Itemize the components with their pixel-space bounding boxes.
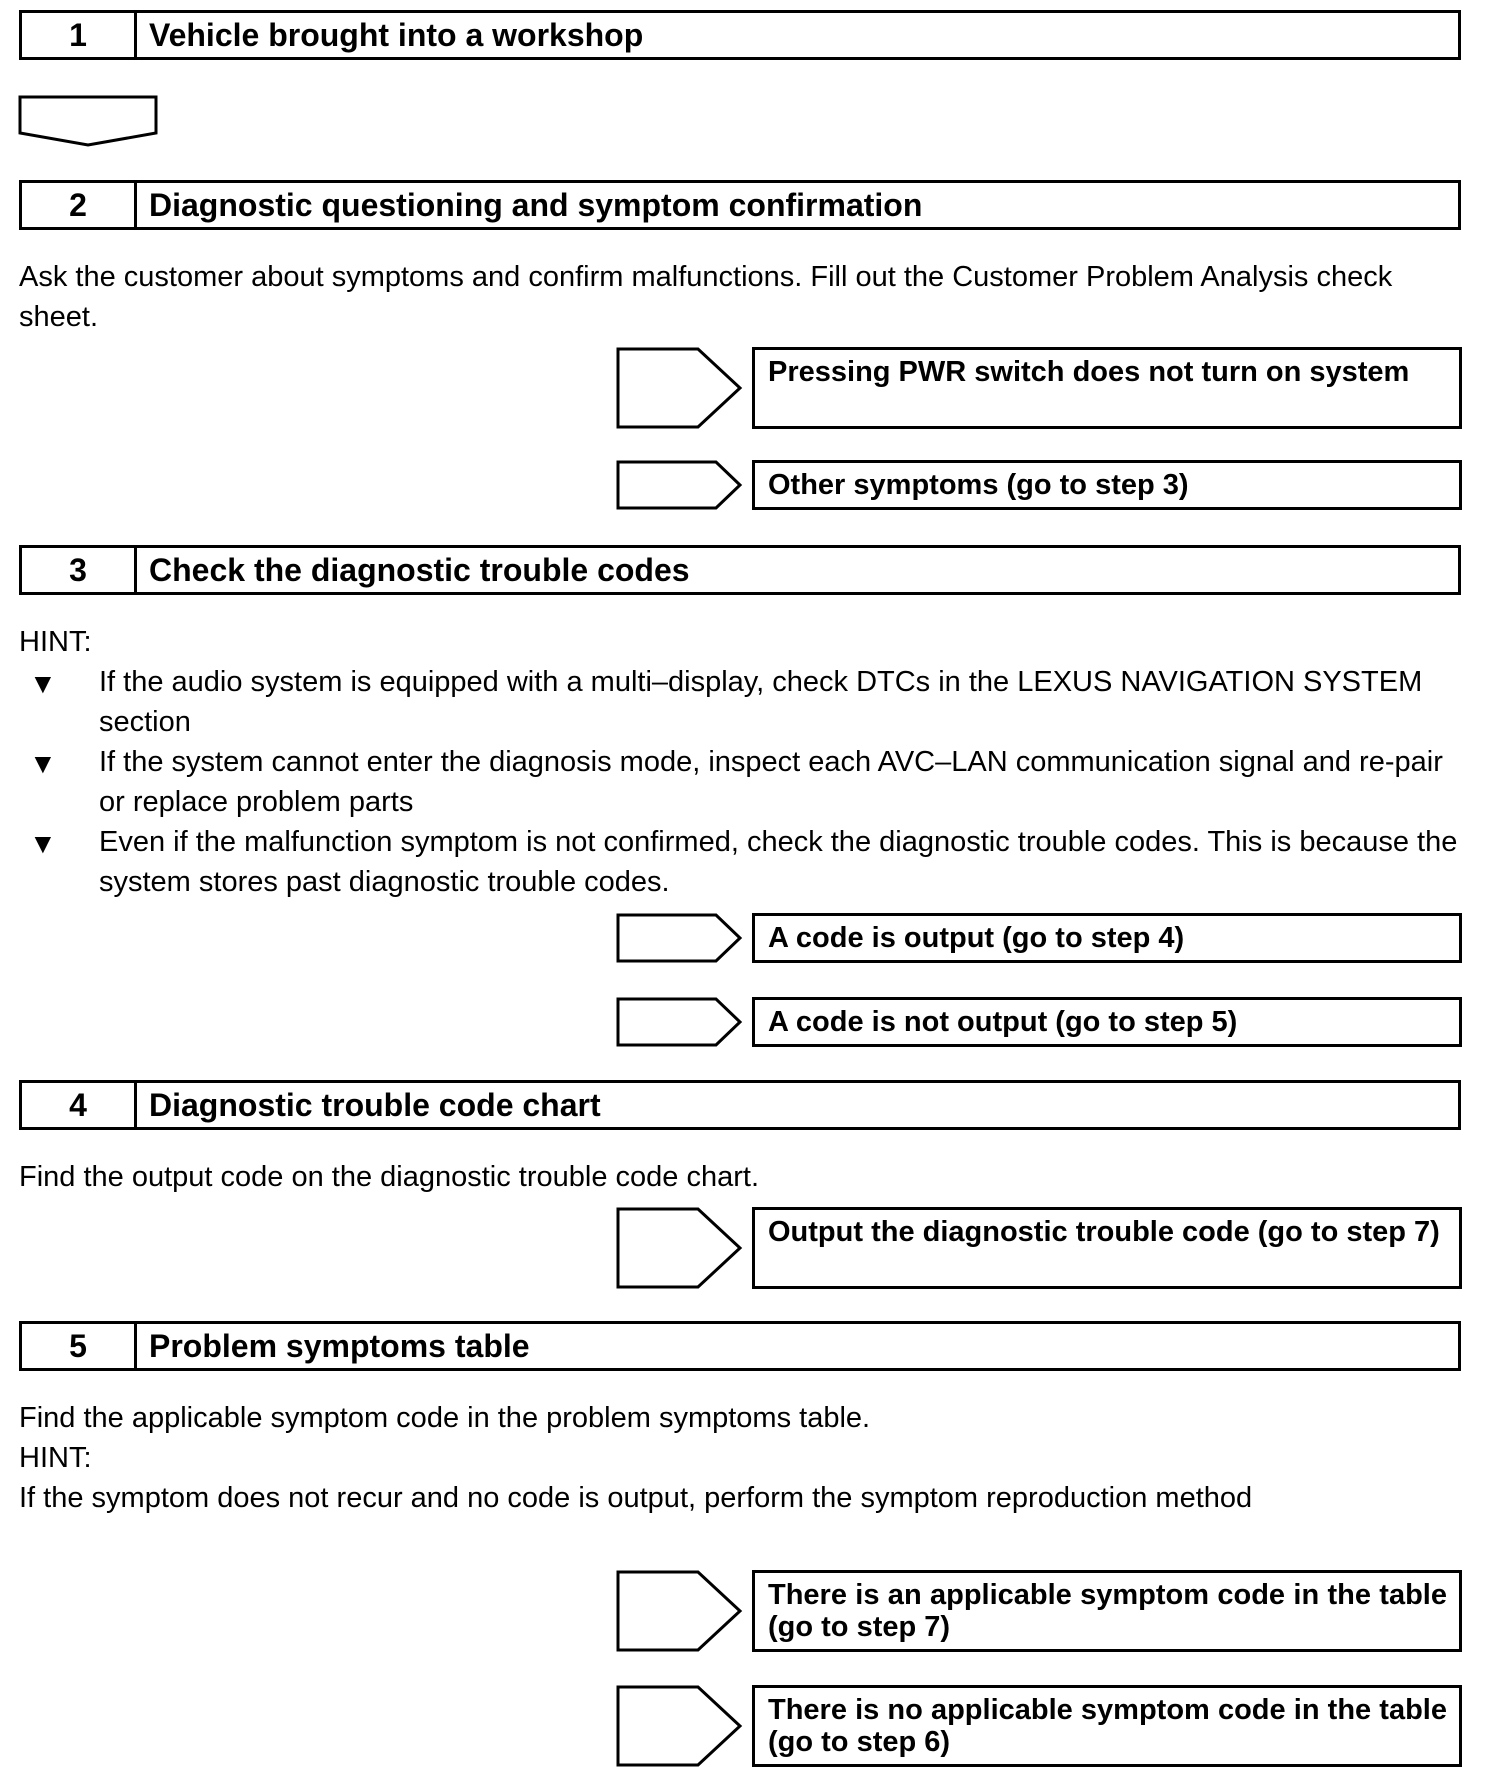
right-arrow-icon: [616, 1570, 744, 1652]
step-2-instruction: Ask the customer about symptoms and confirm malfunctions. Fill out the Customer Problem Analysis check sheet.: [19, 261, 1393, 333]
triangle-bullet-icon: ▼: [29, 828, 57, 859]
right-arrow-icon: [616, 1685, 744, 1767]
outcome-item: [616, 997, 1462, 1047]
triangle-bullet-icon: ▼: [29, 668, 57, 699]
hint-label: HINT:: [19, 1442, 92, 1474]
outcome-item: [616, 460, 1462, 510]
hint-bullet-text: If the system cannot enter the diagnosis mode, inspect each AVC–LAN communication signal and re-pair or replace problem parts: [99, 746, 1443, 818]
right-arrow-icon: [616, 347, 744, 429]
hint-bullet: [29, 742, 1469, 822]
triangle-bullet-icon: ▼: [29, 748, 57, 779]
step-title: Vehicle brought into a workshop: [149, 16, 644, 53]
outcome-item: [616, 1207, 1462, 1289]
hint-bullet: [29, 822, 1469, 902]
hint-text: If the symptom does not recur and no code is output, perform the symptom reproduction method: [19, 1482, 1253, 1514]
step-number: 4: [22, 1083, 137, 1127]
outcome-label: There is no applicable symptom code in the table (go to step 6): [752, 1685, 1462, 1767]
right-arrow-icon: [616, 913, 744, 963]
step-number: 1: [22, 13, 137, 57]
step-5-instruction: Find the applicable symptom code in the problem symptoms table.: [19, 1402, 871, 1434]
step-number: 3: [22, 548, 137, 592]
right-arrow-icon: [616, 1207, 744, 1289]
step-title: Check the diagnostic trouble codes: [149, 551, 690, 588]
outcome-item: [616, 347, 1462, 429]
step-title: Diagnostic questioning and symptom confirmation: [149, 186, 923, 223]
step-3-header: [19, 545, 1461, 595]
outcome-item: [616, 913, 1462, 963]
hint-label: HINT:: [19, 626, 92, 658]
outcome-label: A code is output (go to step 4): [752, 913, 1462, 963]
outcome-label: There is an applicable symptom code in the table (go to step 7): [752, 1570, 1462, 1652]
hint-bullet: [29, 662, 1469, 742]
hint-bullet-text: Even if the malfunction symptom is not confirmed, check the diagnostic trouble codes. This is because the system stores past diagnostic trouble codes.: [99, 826, 1458, 898]
step-2-header: [19, 180, 1461, 230]
step-number: 5: [22, 1324, 137, 1368]
step-title: Problem symptoms table: [149, 1327, 530, 1364]
step-5-header: [19, 1321, 1461, 1371]
outcome-item: [616, 1685, 1462, 1767]
outcome-label: Pressing PWR switch does not turn on system: [752, 347, 1462, 429]
step-title: Diagnostic trouble code chart: [149, 1086, 601, 1123]
outcome-label: Other symptoms (go to step 3): [752, 460, 1462, 510]
outcome-label: A code is not output (go to step 5): [752, 997, 1462, 1047]
step-4-header: [19, 1080, 1461, 1130]
down-arrow-icon: [18, 95, 158, 147]
right-arrow-icon: [616, 460, 744, 510]
outcome-item: [616, 1570, 1462, 1652]
step-4-instruction: Find the output code on the diagnostic trouble code chart.: [19, 1161, 759, 1193]
step-1-header: [19, 10, 1461, 60]
right-arrow-icon: [616, 997, 744, 1047]
hint-bullet-text: If the audio system is equipped with a multi–display, check DTCs in the LEXUS NAVIGATION SYSTEM section: [99, 666, 1423, 738]
outcome-label: Output the diagnostic trouble code (go to step 7): [752, 1207, 1462, 1289]
step-number: 2: [22, 183, 137, 227]
